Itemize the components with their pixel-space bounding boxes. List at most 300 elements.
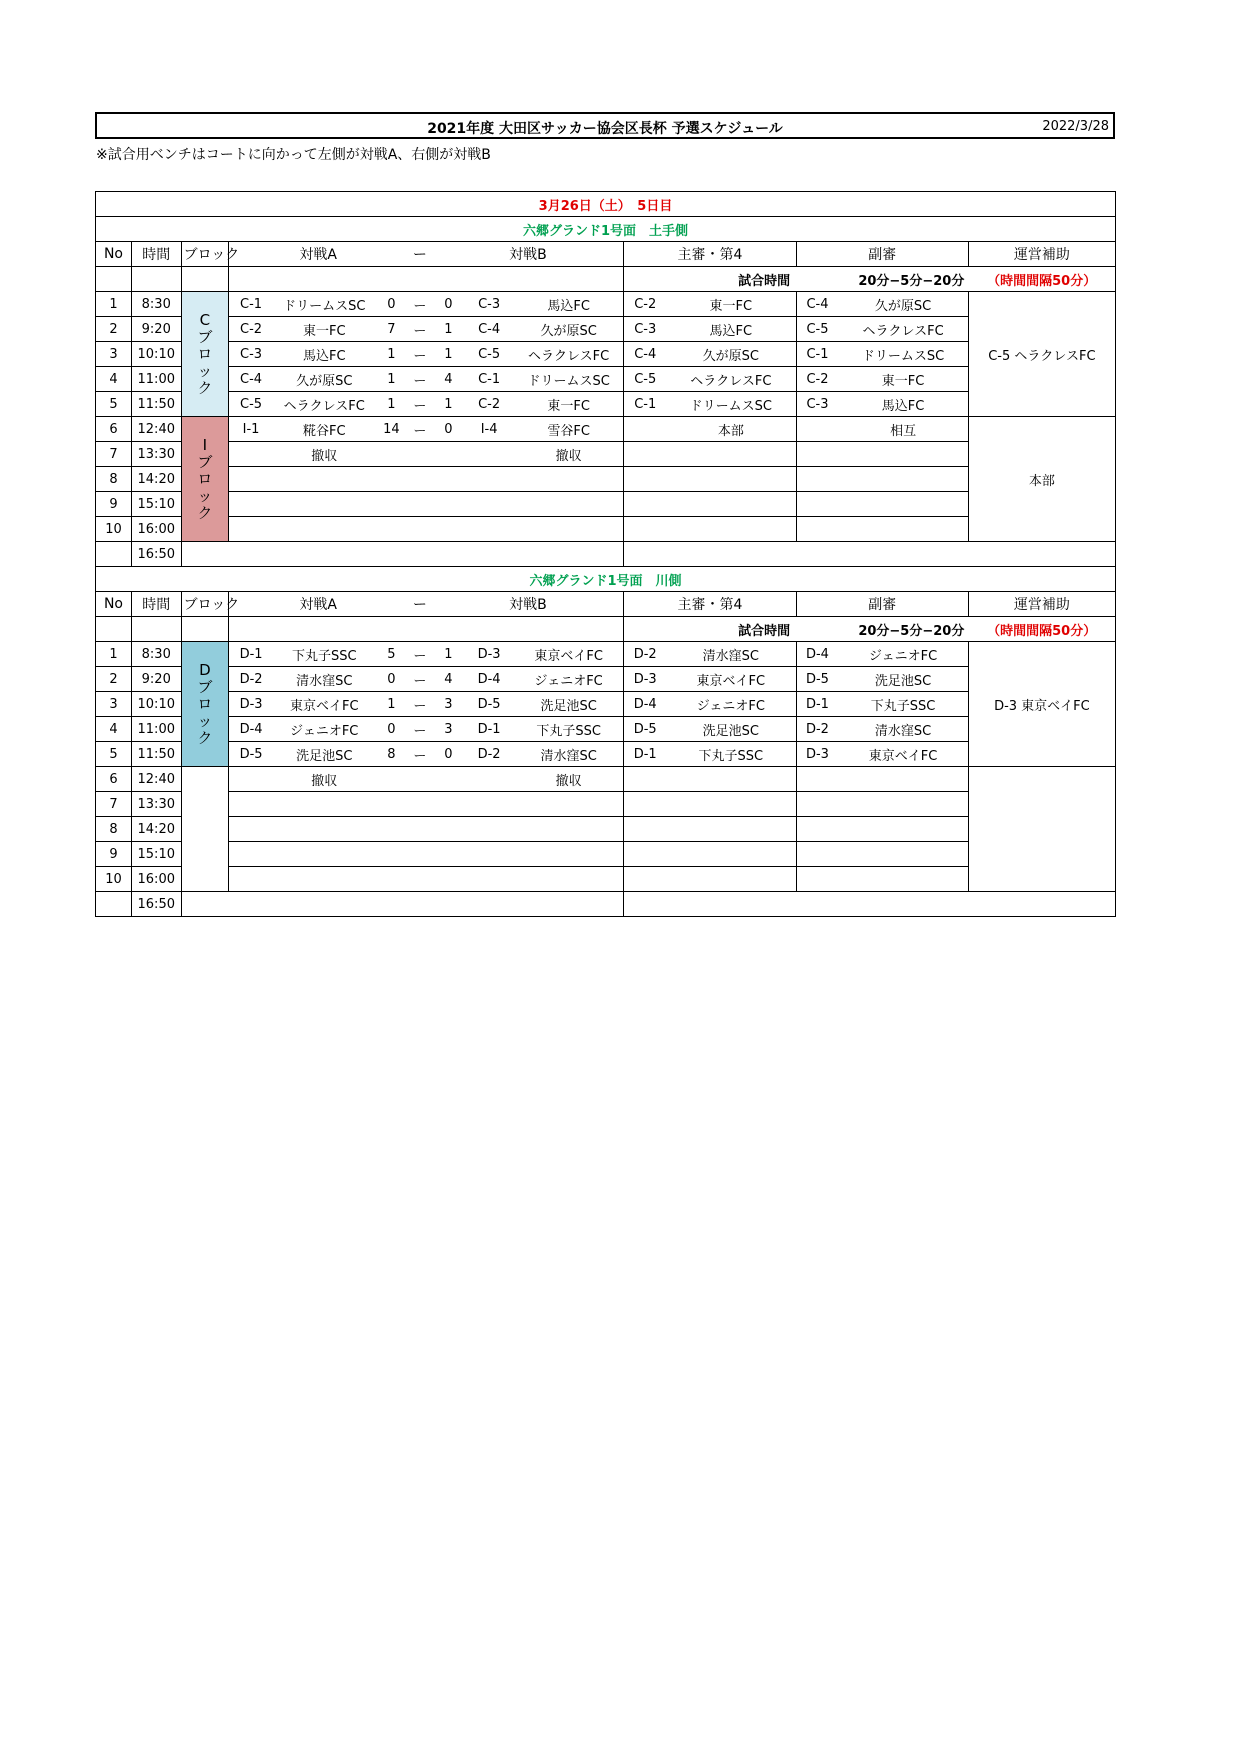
match-row (96, 667, 1116, 692)
assistant-team: 下丸子SSC (838, 692, 968, 717)
header-block: ブロック (181, 592, 229, 617)
referee-code: C-4 (624, 342, 666, 367)
referee-team (666, 792, 796, 817)
score-a (376, 817, 408, 842)
support-team-2 (968, 767, 1115, 892)
match-no: 9 (96, 842, 132, 867)
assistant-code (796, 792, 838, 817)
match-time: 8:30 (131, 292, 181, 317)
referee-code: D-1 (624, 742, 666, 767)
referee-code (624, 817, 666, 842)
score-b (433, 867, 465, 892)
match-time: 9:20 (131, 667, 181, 692)
score-b: 1 (433, 392, 465, 417)
score-a (376, 842, 408, 867)
match-time: 11:00 (131, 717, 181, 742)
referee-code: D-5 (624, 717, 666, 742)
score-dash: ー (407, 717, 432, 742)
match-time: 12:40 (131, 767, 181, 792)
referee-code (624, 467, 666, 492)
assistant-team: 馬込FC (838, 392, 968, 417)
header-box (95, 112, 1115, 139)
referee-team (666, 767, 796, 792)
score-b (433, 442, 465, 467)
match-row (96, 317, 1116, 342)
empty-cell (181, 542, 624, 567)
score-a: 8 (376, 742, 408, 767)
referee-code: C-2 (624, 292, 666, 317)
score-dash (407, 867, 432, 892)
match-row (96, 417, 1116, 442)
referee-code (624, 842, 666, 867)
assistant-team: ドリームスSC (838, 342, 968, 367)
match-no: 3 (96, 692, 132, 717)
score-b: 3 (433, 692, 465, 717)
assistant-code (796, 867, 838, 892)
team-b-code (464, 492, 514, 517)
team-b-name: 下丸子SSC (514, 717, 624, 742)
assistant-team: 相互 (838, 417, 968, 442)
team-a-code (229, 467, 273, 492)
match-no: 7 (96, 442, 132, 467)
assistant-team (838, 492, 968, 517)
block-name: Cブロック (197, 310, 213, 397)
header-no: No (96, 242, 132, 267)
team-a-code (229, 767, 273, 792)
score-a (376, 467, 408, 492)
score-a: 1 (376, 342, 408, 367)
score-b (433, 492, 465, 517)
score-dash: ー (407, 667, 432, 692)
score-a: 1 (376, 692, 408, 717)
score-a (376, 767, 408, 792)
match-time-value: 20分−5分−20分 (796, 617, 968, 642)
support-team-2: 本部 (968, 417, 1115, 542)
block-name: Dブロック (197, 660, 213, 747)
team-b-name: 雪谷FC (514, 417, 624, 442)
empty-cell (229, 267, 624, 292)
match-no: 4 (96, 717, 132, 742)
referee-team (666, 492, 796, 517)
team-a-code: C-1 (229, 292, 273, 317)
header-support: 運営補助 (968, 242, 1115, 267)
team-b-code (464, 817, 514, 842)
team-b-code: D-3 (464, 642, 514, 667)
score-dash: ー (407, 317, 432, 342)
score-dash (407, 792, 432, 817)
assistant-team: 東京ベイFC (838, 742, 968, 767)
team-a-name: 久が原SC (273, 367, 376, 392)
score-dash: ー (407, 642, 432, 667)
team-a-code (229, 817, 273, 842)
block-label-2 (181, 767, 229, 892)
field-title-row (96, 217, 1116, 242)
assistant-team (838, 817, 968, 842)
referee-team: 下丸子SSC (666, 742, 796, 767)
header-no: No (96, 592, 132, 617)
match-time: 12:40 (131, 417, 181, 442)
match-time: 14:20 (131, 817, 181, 842)
match-row (96, 842, 1116, 867)
team-b-name (514, 492, 624, 517)
score-a (376, 517, 408, 542)
assistant-team: ヘラクレスFC (838, 317, 968, 342)
assistant-code (796, 442, 838, 467)
end-row (96, 542, 1116, 567)
team-b-code: D-1 (464, 717, 514, 742)
referee-code (624, 767, 666, 792)
team-b-code (464, 442, 514, 467)
match-time: 11:50 (131, 392, 181, 417)
match-time: 11:00 (131, 367, 181, 392)
score-a: 0 (376, 717, 408, 742)
team-a-code: I-1 (229, 417, 273, 442)
match-row (96, 442, 1116, 467)
team-a-name (273, 867, 376, 892)
score-a: 7 (376, 317, 408, 342)
assistant-team: 東一FC (838, 367, 968, 392)
score-b: 0 (433, 292, 465, 317)
team-b-name (514, 867, 624, 892)
assistant-team: ジェニオFC (838, 642, 968, 667)
match-time-label: 試合時間 (624, 267, 796, 292)
team-a-code: C-4 (229, 367, 273, 392)
match-no: 8 (96, 817, 132, 842)
score-a (376, 867, 408, 892)
header-time: 時間 (131, 592, 181, 617)
schedule-table (95, 191, 1116, 917)
team-a-code: C-2 (229, 317, 273, 342)
team-a-name (273, 517, 376, 542)
match-time: 11:50 (131, 742, 181, 767)
match-time: 15:10 (131, 842, 181, 867)
referee-team: 東一FC (666, 292, 796, 317)
score-b: 1 (433, 642, 465, 667)
assistant-code (796, 467, 838, 492)
score-b: 4 (433, 367, 465, 392)
team-a-name: 撤収 (273, 767, 376, 792)
match-row (96, 467, 1116, 492)
team-b-code (464, 867, 514, 892)
referee-team: ジェニオFC (666, 692, 796, 717)
empty-cell (96, 892, 132, 917)
assistant-team: 清水窪SC (838, 717, 968, 742)
team-a-name (273, 792, 376, 817)
match-row (96, 792, 1116, 817)
match-time: 16:00 (131, 517, 181, 542)
referee-team: ヘラクレスFC (666, 367, 796, 392)
match-interval: （時間間隔50分） (968, 267, 1115, 292)
team-b-code (464, 792, 514, 817)
match-no: 3 (96, 342, 132, 367)
score-a: 14 (376, 417, 408, 442)
match-row (96, 392, 1116, 417)
match-row (96, 692, 1116, 717)
team-a-code: C-3 (229, 342, 273, 367)
team-b-name (514, 792, 624, 817)
team-b-name: 東京ベイFC (514, 642, 624, 667)
match-time: 13:30 (131, 442, 181, 467)
end-time: 16:50 (131, 892, 181, 917)
empty-cell (229, 617, 624, 642)
match-no: 10 (96, 517, 132, 542)
end-row (96, 892, 1116, 917)
team-b-name: 久が原SC (514, 317, 624, 342)
field-title-row (96, 567, 1116, 592)
team-a-code: C-5 (229, 392, 273, 417)
score-b (433, 842, 465, 867)
document-title: 2021年度 大田区サッカー協会区長杯 予選スケジュール (427, 121, 783, 137)
block-name: Iブロック (197, 435, 213, 522)
team-b-code: I-4 (464, 417, 514, 442)
referee-team: 洗足池SC (666, 717, 796, 742)
assistant-code: C-2 (796, 367, 838, 392)
score-b: 3 (433, 717, 465, 742)
score-b (433, 517, 465, 542)
assistant-code (796, 517, 838, 542)
team-a-name: 馬込FC (273, 342, 376, 367)
score-dash (407, 517, 432, 542)
assistant-team: 久が原SC (838, 292, 968, 317)
support-team-1: C-5 ヘラクレスFC (968, 292, 1115, 417)
document-date: 2022/3/28 (1042, 119, 1109, 134)
match-time-value: 20分−5分−20分 (796, 267, 968, 292)
column-header-row (96, 592, 1116, 617)
team-a-name (273, 467, 376, 492)
referee-team (666, 467, 796, 492)
assistant-code: D-1 (796, 692, 838, 717)
team-a-code (229, 492, 273, 517)
header-time: 時間 (131, 242, 181, 267)
score-a: 0 (376, 667, 408, 692)
assistant-code: D-4 (796, 642, 838, 667)
match-time: 10:10 (131, 342, 181, 367)
match-row (96, 867, 1116, 892)
score-dash (407, 467, 432, 492)
score-b (433, 792, 465, 817)
referee-team: 馬込FC (666, 317, 796, 342)
empty-cell (624, 542, 1116, 567)
team-a-name (273, 492, 376, 517)
match-row (96, 492, 1116, 517)
assistant-code: C-5 (796, 317, 838, 342)
team-a-name: ジェニオFC (273, 717, 376, 742)
assistant-code (796, 767, 838, 792)
assistant-team (838, 867, 968, 892)
team-b-code (464, 517, 514, 542)
match-no: 1 (96, 292, 132, 317)
header-referee: 主審・第4 (624, 592, 796, 617)
column-header-row (96, 242, 1116, 267)
block-label-1 (181, 292, 229, 417)
match-no: 5 (96, 392, 132, 417)
assistant-code (796, 817, 838, 842)
score-dash: ー (407, 392, 432, 417)
referee-code: C-5 (624, 367, 666, 392)
score-b (433, 817, 465, 842)
referee-code: C-3 (624, 317, 666, 342)
match-time: 8:30 (131, 642, 181, 667)
team-b-code: C-1 (464, 367, 514, 392)
day-title-row (96, 192, 1116, 217)
assistant-code: C-1 (796, 342, 838, 367)
header-team-a: 対戦A (229, 592, 408, 617)
match-row (96, 517, 1116, 542)
team-a-code (229, 517, 273, 542)
score-b: 4 (433, 667, 465, 692)
team-b-name (514, 817, 624, 842)
match-no: 8 (96, 467, 132, 492)
score-b: 1 (433, 342, 465, 367)
score-dash: ー (407, 292, 432, 317)
assistant-team: 洗足池SC (838, 667, 968, 692)
field-title: 六郷グランド1号面 土手側 (96, 217, 1116, 242)
match-no: 5 (96, 742, 132, 767)
match-time: 13:30 (131, 792, 181, 817)
team-a-name: ヘラクレスFC (273, 392, 376, 417)
referee-team (666, 817, 796, 842)
header-dash: ー (407, 592, 432, 617)
team-a-code (229, 842, 273, 867)
team-b-code: C-5 (464, 342, 514, 367)
header-team-b: 対戦B (433, 592, 624, 617)
team-b-name: 洗足池SC (514, 692, 624, 717)
score-dash: ー (407, 367, 432, 392)
score-b (433, 467, 465, 492)
team-a-name: 撤収 (273, 442, 376, 467)
referee-team (666, 867, 796, 892)
score-dash: ー (407, 342, 432, 367)
score-dash (407, 442, 432, 467)
team-b-code (464, 767, 514, 792)
match-no: 2 (96, 317, 132, 342)
referee-team (666, 442, 796, 467)
match-row (96, 292, 1116, 317)
match-no: 2 (96, 667, 132, 692)
team-b-name: 東一FC (514, 392, 624, 417)
match-time: 15:10 (131, 492, 181, 517)
empty-cell (96, 542, 132, 567)
header-block: ブロック (181, 242, 229, 267)
referee-code (624, 442, 666, 467)
assistant-code: C-4 (796, 292, 838, 317)
team-a-code (229, 867, 273, 892)
team-a-name: 下丸子SSC (273, 642, 376, 667)
empty-cell (181, 267, 229, 292)
header-referee: 主審・第4 (624, 242, 796, 267)
referee-code (624, 417, 666, 442)
support-team-1: D-3 東京ベイFC (968, 642, 1115, 767)
block-label-1 (181, 642, 229, 767)
referee-code: D-4 (624, 692, 666, 717)
empty-cell (96, 617, 132, 642)
team-a-name (273, 817, 376, 842)
team-a-code (229, 442, 273, 467)
score-a: 0 (376, 292, 408, 317)
assistant-code (796, 842, 838, 867)
score-dash: ー (407, 417, 432, 442)
empty-cell (181, 892, 624, 917)
field-title: 六郷グランド1号面 川側 (96, 567, 1116, 592)
score-dash (407, 492, 432, 517)
score-a: 5 (376, 642, 408, 667)
match-row (96, 342, 1116, 367)
empty-cell (131, 267, 181, 292)
team-b-code (464, 842, 514, 867)
bench-note: ※試合用ベンチはコートに向かって左側が対戦A、右側が対戦B (96, 147, 491, 163)
match-row (96, 817, 1116, 842)
referee-team: 清水窪SC (666, 642, 796, 667)
referee-code (624, 867, 666, 892)
assistant-team (838, 442, 968, 467)
assistant-code: D-5 (796, 667, 838, 692)
team-b-name (514, 517, 624, 542)
assistant-team (838, 517, 968, 542)
empty-cell (181, 617, 229, 642)
team-a-code: D-5 (229, 742, 273, 767)
assistant-team (838, 842, 968, 867)
match-row (96, 367, 1116, 392)
assistant-code (796, 492, 838, 517)
team-b-name: 清水窪SC (514, 742, 624, 767)
match-time-row (96, 267, 1116, 292)
score-dash: ー (407, 742, 432, 767)
match-time-label: 試合時間 (624, 617, 796, 642)
header-assistant: 副審 (796, 242, 968, 267)
referee-team: 久が原SC (666, 342, 796, 367)
team-b-name: 撤収 (514, 767, 624, 792)
match-no: 6 (96, 767, 132, 792)
team-a-code (229, 792, 273, 817)
match-time-row (96, 617, 1116, 642)
match-row (96, 767, 1116, 792)
team-b-code: C-2 (464, 392, 514, 417)
team-b-code: D-4 (464, 667, 514, 692)
score-a (376, 442, 408, 467)
match-interval: （時間間隔50分） (968, 617, 1115, 642)
match-row (96, 717, 1116, 742)
referee-team (666, 517, 796, 542)
team-b-name: ドリームスSC (514, 367, 624, 392)
match-no: 6 (96, 417, 132, 442)
header-support: 運営補助 (968, 592, 1115, 617)
score-b (433, 767, 465, 792)
score-b: 0 (433, 742, 465, 767)
team-a-name: ドリームスSC (273, 292, 376, 317)
team-a-code: D-1 (229, 642, 273, 667)
empty-cell (96, 267, 132, 292)
match-time: 16:00 (131, 867, 181, 892)
team-b-code: C-3 (464, 292, 514, 317)
referee-team: 東京ベイFC (666, 667, 796, 692)
match-time: 10:10 (131, 692, 181, 717)
referee-team (666, 842, 796, 867)
header-assistant: 副審 (796, 592, 968, 617)
referee-code: D-3 (624, 667, 666, 692)
team-b-code: D-5 (464, 692, 514, 717)
day-title: 3月26日（土） 5日目 (96, 192, 1116, 217)
assistant-code: D-3 (796, 742, 838, 767)
score-dash (407, 842, 432, 867)
header-team-a: 対戦A (229, 242, 408, 267)
empty-cell (131, 617, 181, 642)
match-no: 7 (96, 792, 132, 817)
team-a-name: 糀谷FC (273, 417, 376, 442)
team-a-name: 清水窪SC (273, 667, 376, 692)
referee-team: 本部 (666, 417, 796, 442)
empty-cell (624, 892, 1116, 917)
match-row (96, 642, 1116, 667)
